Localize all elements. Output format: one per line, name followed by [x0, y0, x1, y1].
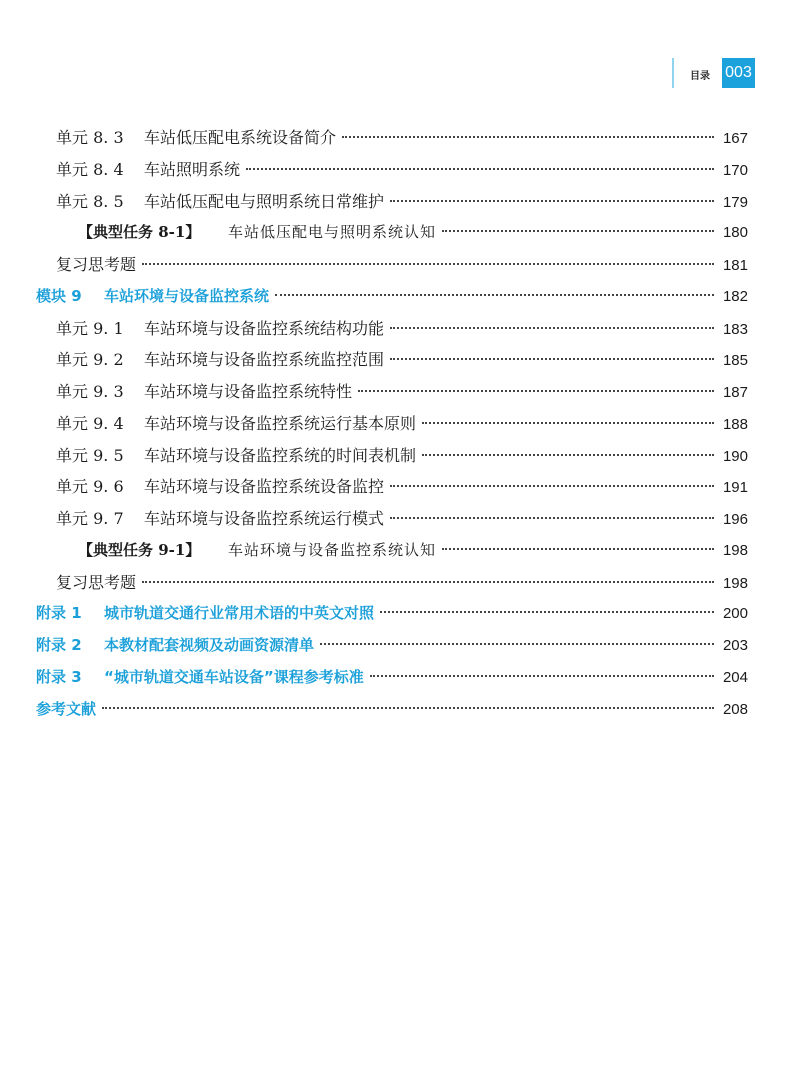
table-of-contents — [36, 122, 748, 725]
toc-entry-page: 185 — [722, 352, 748, 370]
dot-leader — [358, 390, 714, 392]
toc-entry-number: 单元 9. 3 — [56, 382, 124, 401]
toc-entry[interactable] — [36, 217, 748, 249]
toc-entry-title: 车站照明系统 — [144, 159, 241, 179]
toc-entry-title: 车站环境与设备监控系统的时间表机制 — [144, 445, 417, 465]
dot-leader — [390, 200, 714, 202]
toc-entry-title: 参考文献 — [36, 699, 97, 718]
dot-leader — [142, 581, 714, 583]
toc-entry[interactable] — [36, 186, 748, 218]
dot-leader — [390, 517, 714, 519]
toc-entry-title: 车站环境与设备监控系统运行基本原则 — [144, 413, 417, 433]
toc-entry[interactable] — [36, 249, 748, 281]
toc-entry-number: 单元 9. 2 — [56, 350, 124, 370]
toc-entry[interactable] — [36, 122, 748, 154]
toc-entry-page: 200 — [722, 605, 748, 623]
toc-entry-page: 204 — [722, 668, 748, 686]
toc-entry[interactable] — [36, 344, 748, 376]
toc-entry-title: 车站低压配电与照明系统日常维护 — [144, 191, 385, 211]
toc-entry-number: 单元 8. 5 — [56, 191, 124, 211]
toc-entry-page: 167 — [722, 130, 748, 147]
toc-entry-number: 单元 9. 7 — [56, 509, 124, 528]
toc-entry[interactable] — [36, 598, 748, 630]
header-divider — [672, 58, 674, 88]
toc-entry-number: 单元 9. 5 — [56, 445, 124, 465]
dot-leader — [246, 168, 714, 170]
toc-entry[interactable] — [36, 503, 748, 535]
toc-entry-page: 182 — [722, 287, 748, 305]
toc-entry-page: 181 — [722, 257, 748, 274]
dot-leader — [442, 548, 714, 550]
toc-entry-page: 170 — [722, 161, 748, 179]
dot-leader — [390, 485, 714, 487]
toc-entry-page: 208 — [722, 700, 748, 718]
toc-entry-title: “城市轨道交通车站设备”课程参考标准 — [104, 667, 364, 686]
toc-entry-title: 车站低压配电系统设备简介 — [144, 128, 337, 147]
toc-entry-number: 附录 2 — [36, 636, 82, 654]
toc-entry-page: 183 — [722, 320, 748, 338]
toc-entry-title: 本教材配套视频及动画资源清单 — [104, 636, 315, 654]
toc-entry-page: 198 — [722, 574, 748, 592]
toc-entry-title: 城市轨道交通行业常用术语的中英文对照 — [104, 604, 375, 623]
toc-entry[interactable] — [36, 154, 748, 186]
toc-entry-title: 复习思考题 — [56, 255, 137, 274]
toc-entry-number: 模块 9 — [36, 286, 82, 305]
toc-entry-number: 单元 8. 3 — [56, 128, 124, 147]
toc-entry-title: 车站环境与设备监控系统监控范围 — [144, 350, 385, 370]
toc-entry[interactable] — [36, 440, 748, 472]
toc-entry-page: 203 — [722, 637, 748, 654]
toc-entry-page: 179 — [722, 193, 748, 211]
toc-entry-page: 190 — [722, 447, 748, 465]
dot-leader — [142, 263, 714, 265]
toc-entry-number: 单元 9. 6 — [56, 477, 124, 497]
header-section-label: 目录 — [690, 71, 710, 82]
dot-leader — [390, 327, 714, 329]
dot-leader — [342, 136, 714, 138]
dot-leader — [320, 643, 714, 645]
toc-entry-number: 单元 9. 4 — [56, 413, 124, 433]
dot-leader — [370, 675, 714, 677]
toc-entry-title: 车站环境与设备监控系统特性 — [144, 382, 353, 401]
dot-leader — [422, 422, 714, 424]
toc-entry-page: 188 — [722, 415, 748, 433]
toc-entry[interactable] — [36, 281, 748, 313]
toc-entry-number: 附录 3 — [36, 667, 82, 686]
toc-entry[interactable] — [36, 662, 748, 694]
toc-entry[interactable] — [36, 567, 748, 599]
toc-entry-title: 车站环境与设备监控系统结构功能 — [144, 318, 385, 338]
page-number-badge: 003 — [722, 58, 755, 88]
dot-leader — [422, 454, 714, 456]
dot-leader — [275, 294, 714, 296]
dot-leader — [442, 230, 714, 232]
toc-entry[interactable] — [36, 694, 748, 726]
toc-entry-number: 附录 1 — [36, 604, 82, 623]
toc-entry[interactable] — [36, 408, 748, 440]
dot-leader — [390, 358, 714, 360]
toc-entry-number: 单元 9. 1 — [56, 318, 124, 338]
toc-entry-title: 复习思考题 — [56, 572, 137, 592]
toc-entry[interactable] — [36, 630, 748, 662]
toc-entry-title: 车站环境与设备监控系统设备监控 — [144, 477, 385, 497]
toc-entry[interactable] — [36, 376, 748, 408]
toc-entry-page: 196 — [722, 511, 748, 528]
toc-entry-title: 车站低压配电与照明系统认知 — [228, 223, 437, 242]
toc-entry-page: 180 — [722, 224, 748, 242]
toc-entry-number: 【典型任务 8-1】 — [78, 223, 201, 242]
toc-entry-title: 车站环境与设备监控系统 — [104, 286, 270, 305]
toc-entry-page: 187 — [722, 384, 748, 401]
toc-entry[interactable] — [36, 471, 748, 503]
dot-leader — [102, 707, 714, 709]
toc-entry-title: 车站环境与设备监控系统认知 — [228, 540, 437, 559]
toc-entry[interactable] — [36, 535, 748, 567]
toc-entry-page: 198 — [722, 541, 748, 559]
toc-entry-page: 191 — [722, 479, 748, 497]
toc-entry-number: 【典型任务 9-1】 — [78, 540, 201, 559]
toc-entry[interactable] — [36, 313, 748, 345]
toc-entry-title: 车站环境与设备监控系统运行模式 — [144, 509, 385, 528]
dot-leader — [380, 611, 714, 613]
toc-entry-number: 单元 8. 4 — [56, 159, 124, 179]
